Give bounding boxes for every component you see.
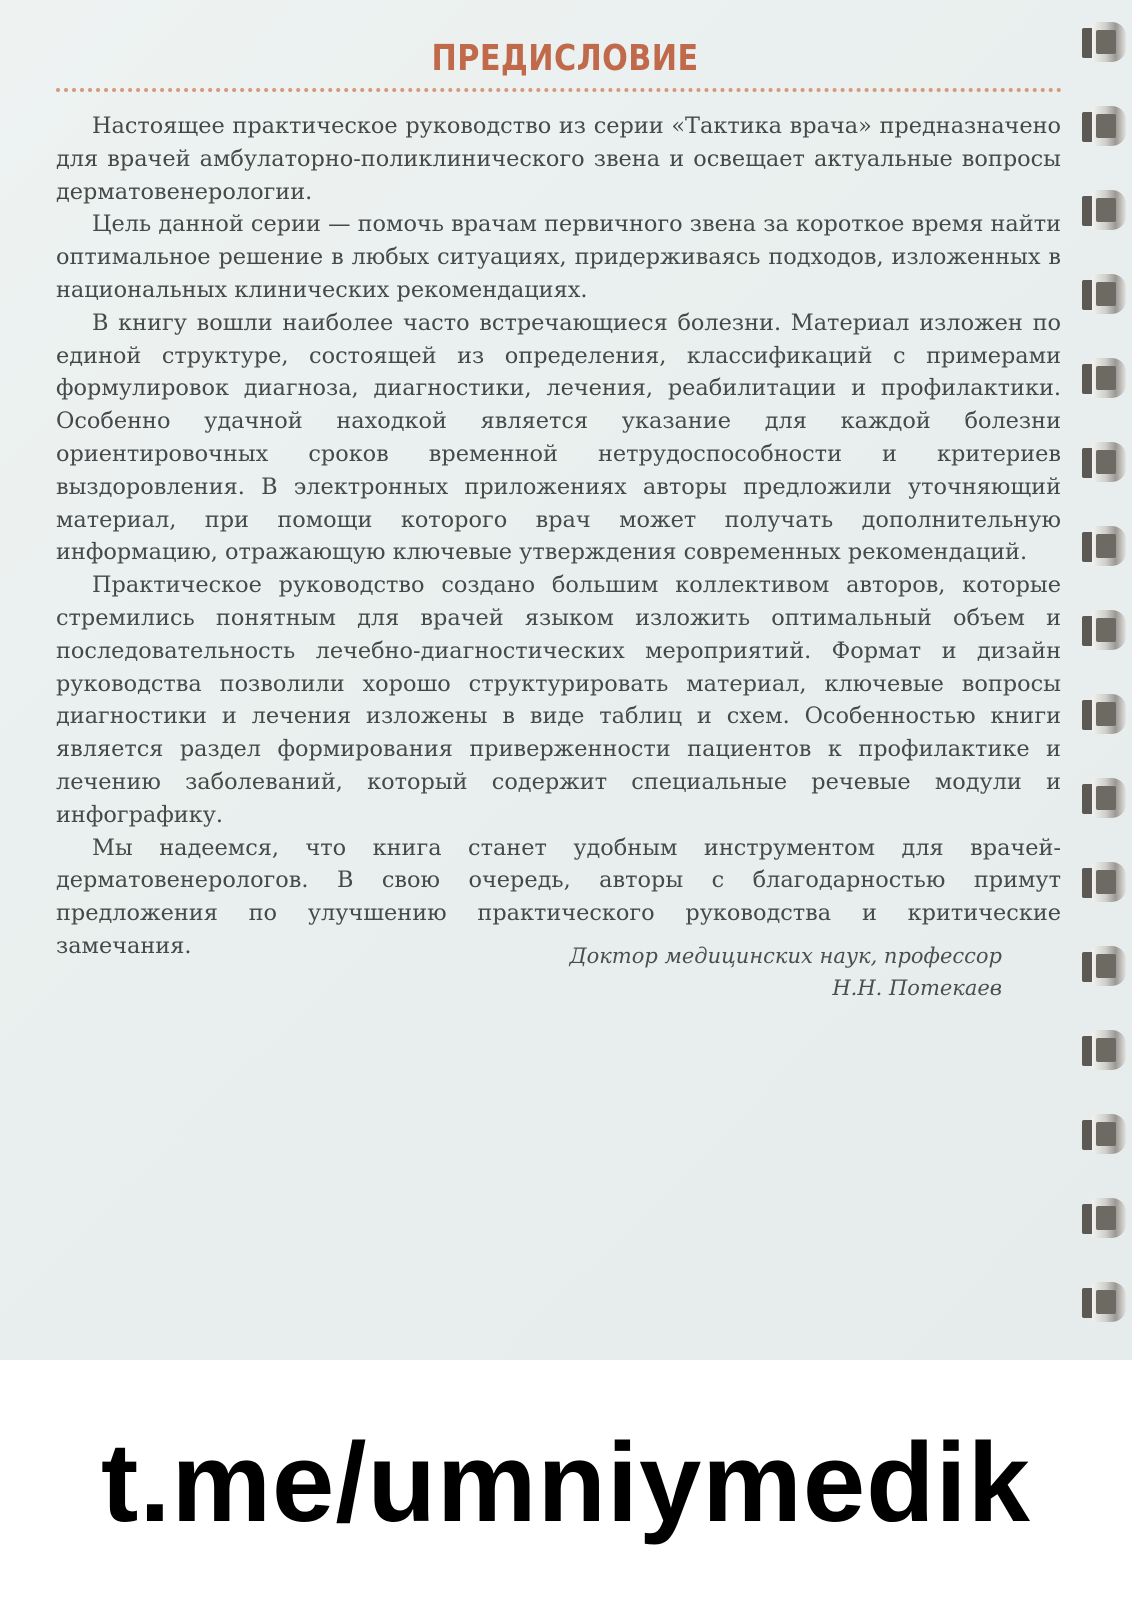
spiral-coil (1082, 358, 1128, 398)
paragraph-1: Настоящее практическое руководство из серии «Тактика врача» предназначено для врачей амбулаторно-поликлинического звена и освещает актуальные вопросы дерматовенерологии. (56, 113, 1061, 205)
spiral-coil (1082, 106, 1128, 146)
spiral-coil (1082, 1030, 1128, 1070)
spiral-coil (1082, 1114, 1128, 1154)
paragraph-3: В книгу вошли наиболее часто встречающиеся болезни. Материал изложен по единой структуре, состоящей из определения, классификаций с примерами формулировок диагноза, диагностики, лечения, реабилитации и профилактики. Особенно удачной находкой является указание для каждой болезни ориентировочных сроков временной нетрудоспособности и критериев выздоровления. В электронных приложениях авторы предложили уточняющий материал, при помощи которого врач может получать дополнительную информацию, отражающую ключевые утверждения современных рекомендаций. (56, 309, 1061, 566)
dotted-divider (56, 88, 1062, 92)
spiral-coil (1082, 1282, 1128, 1322)
watermark-banner (0, 1360, 1132, 1600)
spiral-coil (1082, 610, 1128, 650)
spiral-coil (1082, 694, 1128, 734)
paragraph-4: Практическое руководство создано большим коллективом авторов, которые стремились понятным для врачей языком изложить оптимальный объем и последовательность лечебно-диагностических мероприятий. Формат и дизайн руководства позволили хорошо структурировать материал, ключевые вопросы диагностики и лечения изложены в виде таблиц и схем. Особенностью книги является раздел формирования приверженности пациентов к профилактике и лечению заболеваний, который содержит специальные речевые модули и инфографику. (56, 572, 1061, 828)
spiral-coil (1082, 442, 1128, 482)
paragraph-2: Цель данной серии — помочь врачам первичного звена за короткое время найти оптимальное решение в любых ситуациях, придерживаясь подходов, изложенных в национальных клинических рекомендациях. (56, 211, 1061, 303)
spiral-coil (1082, 778, 1128, 818)
paragraph-5: Мы надеемся, что книга станет удобным инструментом для врачей-дерматовенерологов. В свою очередь, авторы с благодарностью примут предложения по улучшению практического руководства и критические замечания. (56, 834, 1061, 959)
spiral-coil (1082, 1198, 1128, 1238)
spiral-coil (1082, 526, 1128, 566)
spiral-coil (1082, 190, 1128, 230)
spiral-coil (1082, 946, 1128, 986)
signature (402, 940, 1002, 1004)
spiral-coil (1082, 274, 1128, 314)
spiral-coil (1082, 22, 1128, 62)
signature-name: Н.Н. Потекаев (832, 976, 1002, 1000)
signature-position: Доктор медицинских наук, профессор (569, 944, 1002, 968)
watermark-text: t.me/umniymedik (101, 1420, 1031, 1545)
spiral-binding (1076, 0, 1132, 1360)
preface-body (56, 110, 1061, 963)
page-title: ПРЕДИСЛОВИЕ (431, 38, 699, 79)
spiral-coil (1082, 862, 1128, 902)
